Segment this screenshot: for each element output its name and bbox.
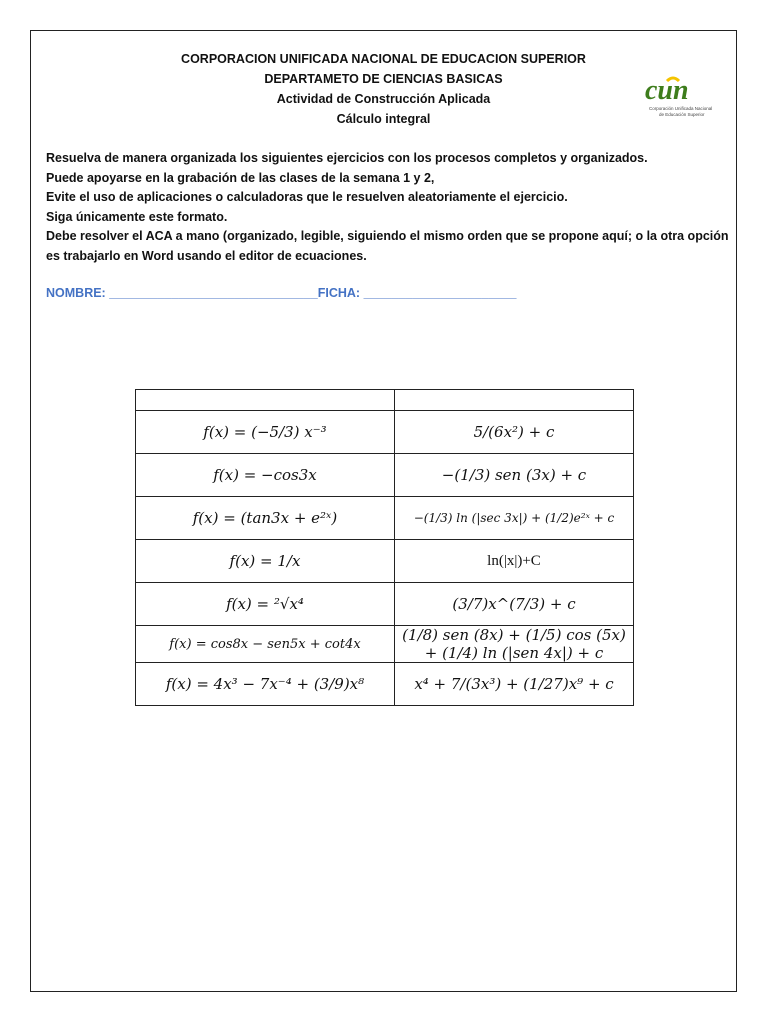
course-title: Cálculo integral — [336, 112, 431, 126]
integral-cell: ln(|x|)+C — [395, 540, 634, 583]
integral-cell: x⁴ + 7/(3x³) + (1/27)x⁹ + c — [395, 663, 634, 706]
function-cell: f(x) = (−5/3) x⁻³ — [136, 411, 395, 454]
logo-text: cun — [645, 75, 689, 106]
function-cell: f(x) = cos8x − sen5x + cot4x — [136, 626, 395, 663]
table-row — [136, 663, 634, 706]
integral-cell: −(1/3) ln (|sec 3x|) + (1/2)e²ˣ + c — [395, 497, 634, 540]
logo-subtitle-1: Corporación Unificada Nacional — [649, 106, 713, 111]
table-row — [136, 411, 634, 454]
function-cell: f(x) = 4x³ − 7x⁻⁴ + (3/9)x⁸ — [136, 663, 395, 706]
cun-logo — [637, 71, 727, 121]
integral-cell: (1/8) sen (8x) + (1/5) cos (5x) + (1/4) ln (|sen 4x|) + c — [395, 626, 634, 663]
table-cell — [395, 390, 634, 411]
instruction-line: Siga únicamente este formato. — [46, 209, 228, 224]
integral-cell: (3/7)x^(7/3) + c — [395, 583, 634, 626]
instructions — [46, 149, 736, 266]
instruction-line: Puede apoyarse en la grabación de las clases de la semana 1 y 2, — [46, 170, 435, 185]
function-cell: f(x) = (tan3x + e²ˣ) — [136, 497, 395, 540]
integral-cell: 5/(6x²) + c — [395, 411, 634, 454]
exercise-table — [135, 389, 634, 706]
institution-name: CORPORACION UNIFICADA NACIONAL DE EDUCACION SUPERIOR — [181, 52, 586, 66]
table-row — [136, 540, 634, 583]
table-row — [136, 454, 634, 497]
instruction-line: Debe resolver el ACA a mano (organizado, legible, siguiendo el mismo orden que se propone aquí; o la otra opción es trabajarlo en Word usando el editor de ecuaciones. — [46, 229, 729, 263]
activity-title: Actividad de Construcción Aplicada — [276, 92, 491, 106]
instruction-line: Resuelva de manera organizada los siguientes ejercicios con los procesos completos y organizados. — [46, 151, 648, 165]
table-header-row — [136, 390, 634, 411]
document-page — [30, 30, 737, 992]
table-cell — [136, 390, 395, 411]
function-cell: f(x) = ²√x⁴ — [136, 583, 395, 626]
instruction-line: Evite el uso de aplicaciones o calculadoras que le resuelven aleatoriamente el ejercicio. — [46, 190, 568, 204]
document-header — [31, 49, 736, 129]
department-name: DEPARTAMETO DE CIENCIAS BASICAS — [264, 72, 503, 86]
logo-subtitle-2: de Educación Superior — [659, 112, 705, 117]
function-cell: f(x) = −cos3x — [136, 454, 395, 497]
table-row — [136, 583, 634, 626]
integral-cell: −(1/3) sen (3x) + c — [395, 454, 634, 497]
function-cell: f(x) = 1/x — [136, 540, 395, 583]
table-row — [136, 497, 634, 540]
name-ficha-field: NOMBRE: ______________________________FICHA: ______________________ — [46, 286, 517, 300]
table-row — [136, 626, 634, 663]
